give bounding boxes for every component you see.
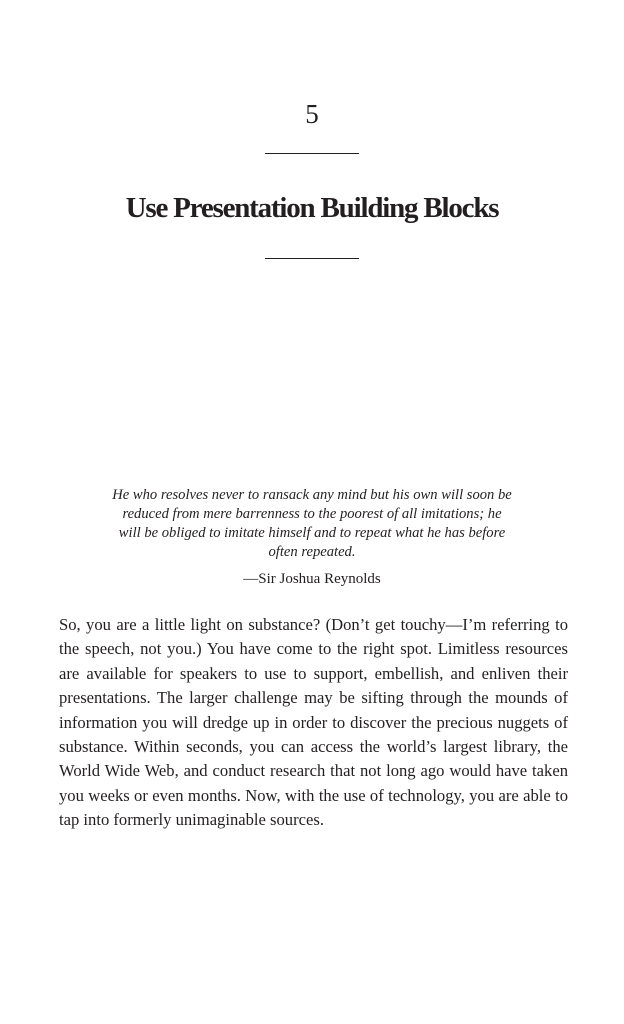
title-divider-top: [265, 153, 359, 154]
title-divider-bottom: [265, 258, 359, 259]
epigraph-attribution: —Sir Joshua Reynolds: [243, 571, 381, 587]
epigraph-quote: He who resolves never to ransack any mind but his own will soon be reduced from mere barrenness to the poorest of all imitations; he will be obliged to imitate himself and to repeat what he has before often repeated.: [112, 487, 512, 560]
epigraph: [110, 486, 514, 589]
body-paragraph: So, you are a little light on substance? (Don’t get touchy—I’m referring to the speech, not you.) You have come to the right spot. Limitless resources are available for speakers to use to support, embellish, and enliven their presentations. The larger challenge may be sifting through the mounds of information you will dredge up in order to discover the precious nuggets of substance. Within seconds, you can access the world’s largest library, the World Wide Web, and conduct research that not long ago would have taken you weeks or even months. Now, with the use of technology, you are able to tap into formerly unimaginable sources.: [59, 615, 568, 830]
chapter-number: 5: [305, 99, 319, 129]
chapter-title: Use Presentation Building Blocks: [125, 192, 499, 224]
